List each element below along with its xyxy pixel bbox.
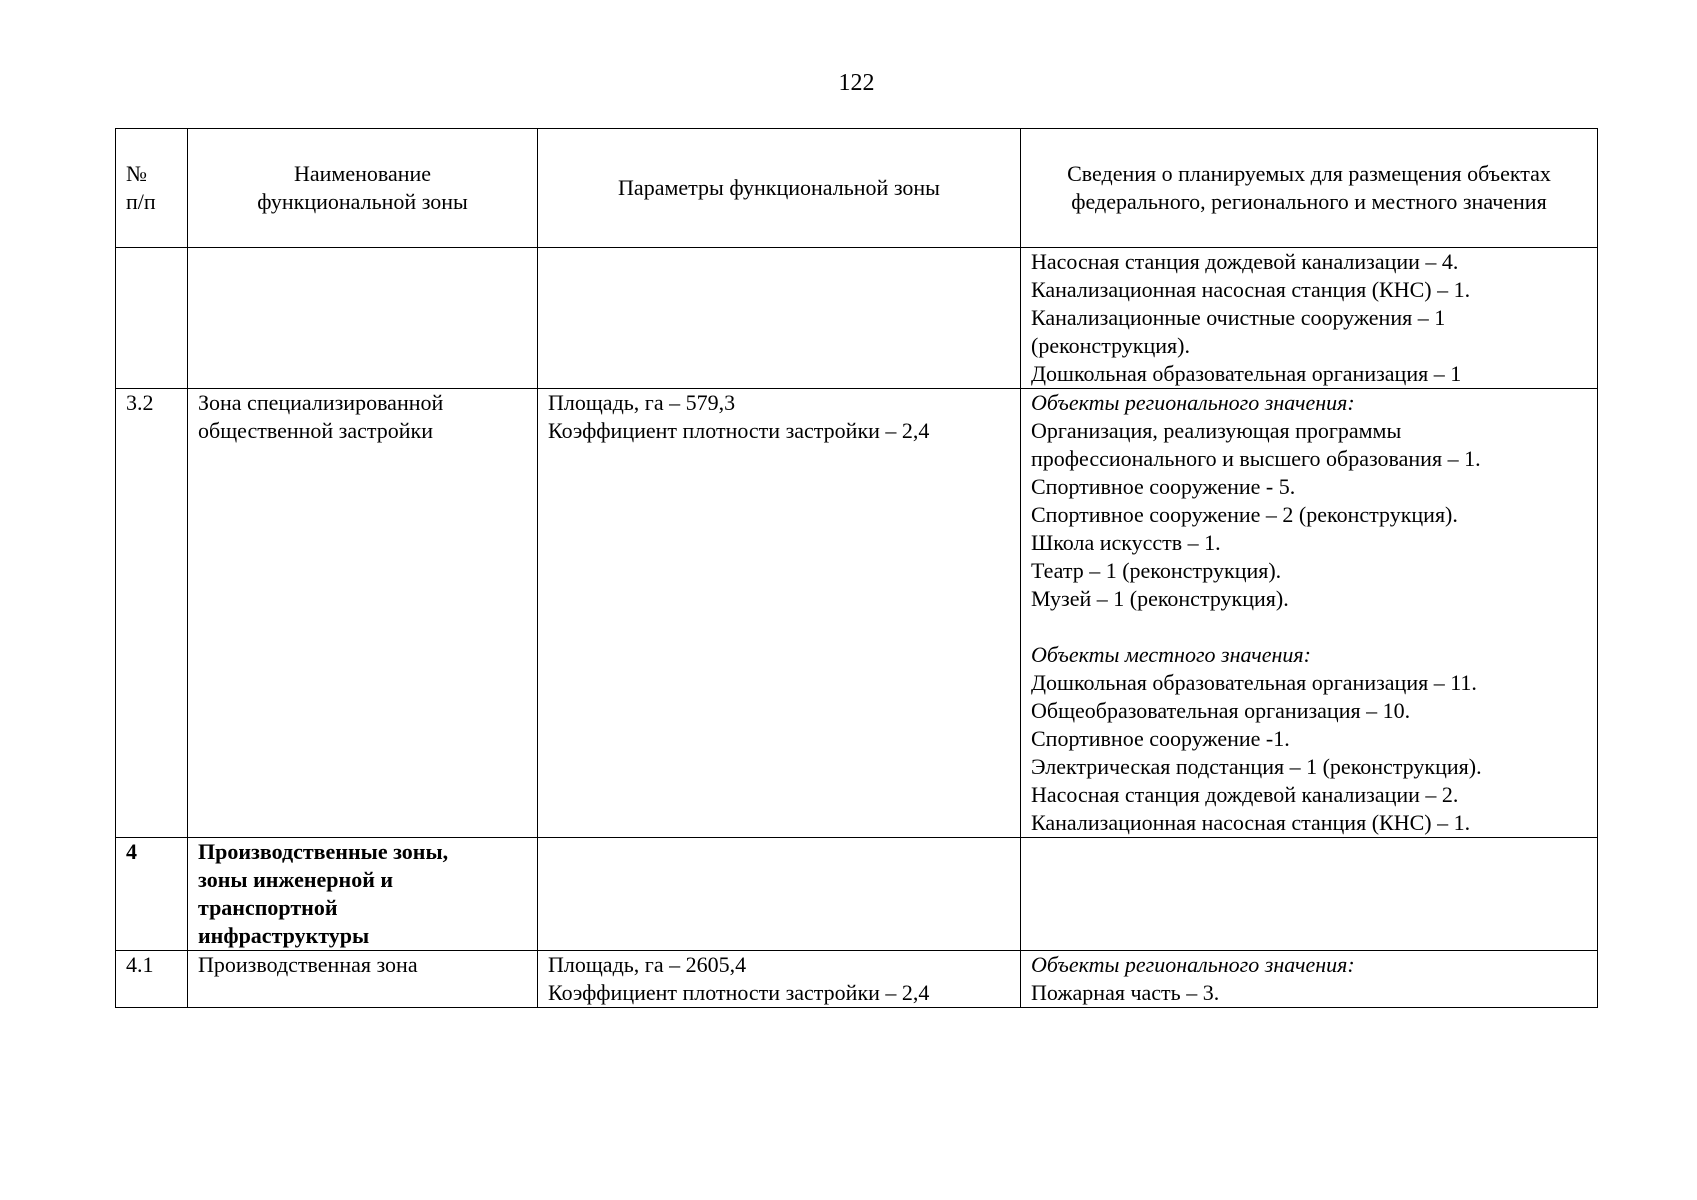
table-row xyxy=(116,838,1598,951)
zone-name-line: Производственная зона xyxy=(198,952,418,977)
zone-parameter-line: Площадь, га – 2605,4 xyxy=(548,952,747,977)
zone-parameters-cell xyxy=(538,389,1021,838)
blank-line xyxy=(1031,613,1589,641)
planned-object-line: Школа искусств – 1. xyxy=(1031,530,1221,555)
planned-object-line: Спортивное сооружение -1. xyxy=(1031,726,1290,751)
zone-name-cell xyxy=(188,389,538,838)
zone-name-line: зоны инженерной и xyxy=(198,867,394,892)
header-zone-parameters: Параметры функциональной зоны xyxy=(538,129,1021,248)
planned-object-line: Насосная станция дождевой канализации – 2. xyxy=(1031,782,1459,807)
planned-object-line: Дошкольная образовательная организация – 11. xyxy=(1031,670,1477,695)
table-row xyxy=(116,951,1598,1008)
planned-object-line: Пожарная часть – 3. xyxy=(1031,980,1220,1005)
row-number-cell xyxy=(116,248,188,389)
planned-object-line: Насосная станция дождевой канализации – 4. xyxy=(1031,249,1459,274)
zone-parameters-cell xyxy=(538,951,1021,1008)
planned-object-line: (реконструкция). xyxy=(1031,333,1190,358)
objects-group-heading: Объекты местного значения: xyxy=(1031,642,1311,667)
zone-parameters-cell xyxy=(538,248,1021,389)
planned-object-line: Театр – 1 (реконструкция). xyxy=(1031,558,1282,583)
zone-name-line: транспортной xyxy=(198,895,338,920)
planned-object-line: Спортивное сооружение – 2 (реконструкция). xyxy=(1031,502,1458,527)
row-number-cell xyxy=(116,951,188,1008)
table-row xyxy=(116,389,1598,838)
zone-parameter-line: Коэффициент плотности застройки – 2,4 xyxy=(548,980,930,1005)
page-number: 122 xyxy=(838,70,875,96)
planned-object-line: Музей – 1 (реконструкция). xyxy=(1031,586,1289,611)
planned-object-line: Канализационная насосная станция (КНС) – 1. xyxy=(1031,810,1471,835)
functional-zones-table xyxy=(115,128,1598,1008)
zone-name-cell xyxy=(188,838,538,951)
planned-object-line: Организация, реализующая программы xyxy=(1031,418,1402,443)
planned-object-line: Электрическая подстанция – 1 (реконструкция). xyxy=(1031,754,1482,779)
zone-name-line: Производственные зоны, xyxy=(198,839,449,864)
planned-object-line: Дошкольная образовательная организация – 1 xyxy=(1031,361,1462,386)
objects-group-heading: Объекты регионального значения: xyxy=(1031,952,1355,977)
row-number-cell xyxy=(116,389,188,838)
planned-object-line: профессионального и высшего образования – 1. xyxy=(1031,446,1481,471)
zone-name-cell xyxy=(188,951,538,1008)
planned-objects-cell xyxy=(1021,951,1598,1008)
row-number: 4 xyxy=(126,839,137,864)
objects-group-heading: Объекты регионального значения: xyxy=(1031,390,1355,415)
planned-object-line: Канализационные очистные сооружения – 1 xyxy=(1031,305,1446,330)
table-row xyxy=(116,248,1598,389)
zone-parameters-cell xyxy=(538,838,1021,951)
table-header-row xyxy=(116,129,1598,248)
row-number-cell xyxy=(116,838,188,951)
zone-name-line: общественной застройки xyxy=(198,418,434,443)
planned-object-line: Общеобразовательная организация – 10. xyxy=(1031,698,1411,723)
planned-objects-cell xyxy=(1021,389,1598,838)
row-number: 4.1 xyxy=(126,952,154,977)
header-number: № п/п xyxy=(116,129,188,248)
planned-object-line: Спортивное сооружение - 5. xyxy=(1031,474,1296,499)
row-number: 3.2 xyxy=(126,390,154,415)
zone-name-line: Зона специализированной xyxy=(198,390,444,415)
header-planned-objects: Сведения о планируемых для размещения объектах федерального, регионального и местного значения xyxy=(1021,129,1598,248)
zone-name-cell xyxy=(188,248,538,389)
zone-parameter-line: Площадь, га – 579,3 xyxy=(548,390,736,415)
zone-name-line: инфраструктуры xyxy=(198,923,370,948)
planned-objects-cell xyxy=(1021,248,1598,389)
header-zone-name: Наименование функциональной зоны xyxy=(188,129,538,248)
planned-objects-cell xyxy=(1021,838,1598,951)
zone-parameter-line: Коэффициент плотности застройки – 2,4 xyxy=(548,418,930,443)
planned-object-line: Канализационная насосная станция (КНС) – 1. xyxy=(1031,277,1471,302)
